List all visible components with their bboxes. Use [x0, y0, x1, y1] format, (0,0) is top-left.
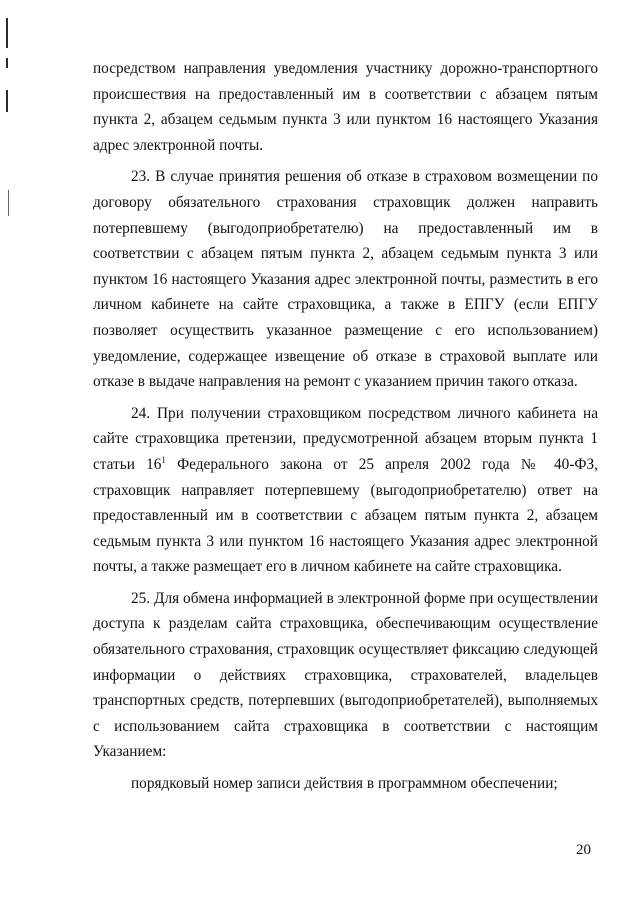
paragraph-23: 23. В случае принятия решения об отказе в страховом возмещении по договору обязательного страхования страховщик должен направить потерпевшему (выгодоприобретателю) на предоставленный им в соответствии с абзацем пятым пункта 2, абзацем седьмым пункта 3 или пунктом 16 настоящего Указания адрес электронной почты, разместить в его личном кабинете на сайте страховщика, а также в ЕПГУ (если ЕПГУ позволяет осуществить указанное размещение с его использованием) уведомление, содержащее извещение об отказе в страховой выплате или отказе в выдаче направления на ремонт с указанием причин такого отказа.	[93, 168, 598, 391]
paragraph-25-list-item: порядковый номер записи действия в программном обеспечении;	[131, 775, 558, 793]
document-body	[93, 56, 598, 797]
paragraph-continuation: посредством направления уведомления участнику дорожно-транспортного происшествия на предоставленный им в соответствии с абзацем пятым пункта 2, абзацем седьмым пункта 3 или пунктом 16 настоящего Указания адрес электронной почты.	[93, 60, 598, 154]
scan-edge-mark	[6, 58, 8, 68]
scan-edge-mark	[6, 90, 8, 112]
paragraph-24	[93, 401, 598, 580]
scan-edge-mark	[6, 18, 8, 48]
paragraph-25: 25. Для обмена информацией в электронной форме при осуществлении доступа к разделам сайта страховщика, обеспечивающим осуществление обязательного страхования, страховщик осуществляет фиксацию следующей информации о действиях страховщика, страхователей, владельцев транспортных средств, потерпевших (выгодоприобретателей), выполняемых с использованием сайта страховщика в соответствии с настоящим Указанием:	[93, 589, 598, 761]
article-superscript: 1	[161, 454, 166, 465]
scan-edge-mark	[8, 190, 9, 216]
paragraph-24-text-a: 24. При получении страховщиком посредством личного кабинета на сайте страховщика претензии, предусмотренной абзацем вторым пункта 1 статьи 16	[93, 404, 598, 473]
page-number: 20	[576, 842, 591, 858]
paragraph-24-text-b: Федерального закона от 25 апреля 2002 года № 40-ФЗ, страховщик направляет потерпевшему (выгодоприобретателю) ответ на предоставленный им в соответствии с абзацем пятым пункта 2, абзацем седьмым пункта 3 или пунктом 16 настоящего Указания адрес электронной почты, а также размещает его в личном кабинете на сайте страховщика.	[93, 455, 598, 576]
